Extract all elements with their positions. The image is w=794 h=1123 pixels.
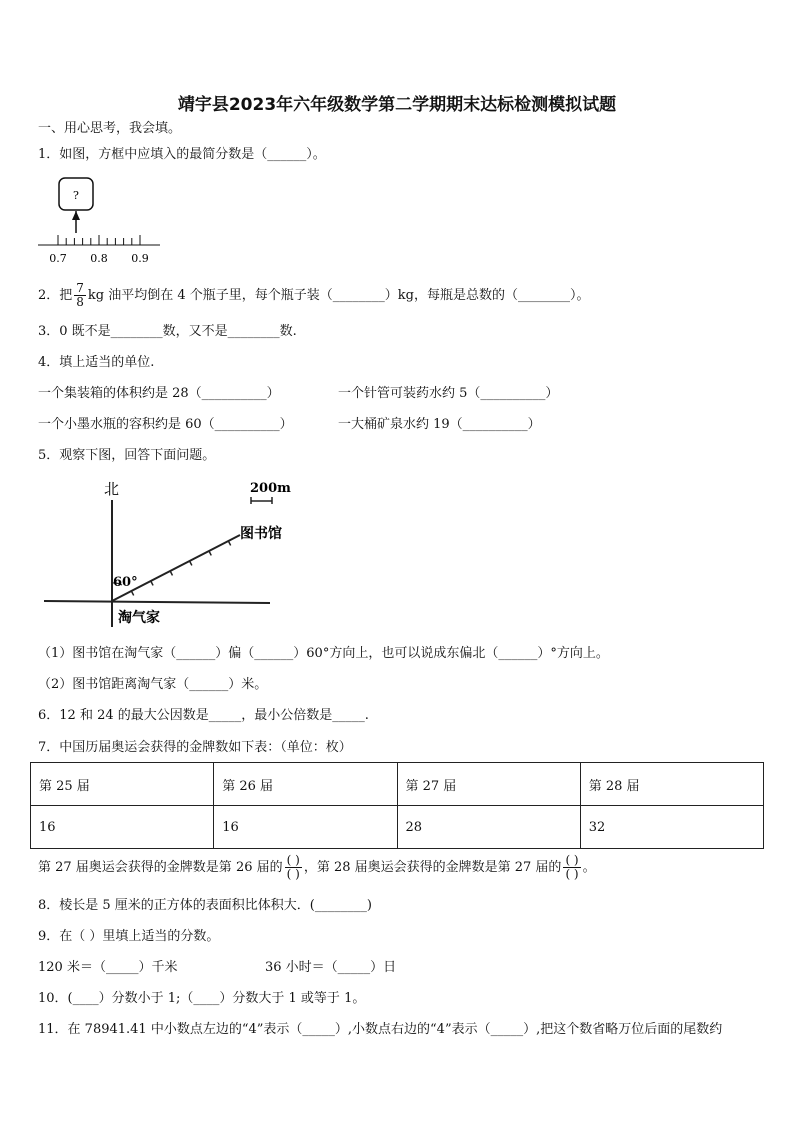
tick-label: 0.7: [49, 252, 67, 265]
direction-diagram: [40, 475, 300, 635]
north-label: 北: [104, 480, 120, 498]
section-heading: 一、用心思考，我会填。: [38, 121, 182, 136]
question-5: 5．观察下图，回答下面问题。: [38, 448, 216, 463]
table-cell: 16: [31, 806, 214, 849]
table-header-cell: 第 25 届: [31, 763, 214, 806]
home-label: 淘气家: [118, 610, 160, 626]
tick-label: 0.9: [131, 252, 149, 265]
tick-label: 0.8: [90, 252, 108, 265]
unit-item: 一大桶矿泉水约 19（__________）: [338, 417, 541, 432]
library-label: 图书馆: [240, 526, 282, 542]
question-8: 8．棱长是 5 厘米的正方体的表面积比体积大．(________): [38, 898, 372, 913]
table-header-row: [31, 763, 764, 806]
scale-label: 200m: [250, 481, 291, 496]
fraction-denominator: ( ): [286, 867, 300, 881]
ray-tick: [131, 591, 133, 595]
unit-item: 一个小墨水瓶的容积约是 60（__________）: [38, 417, 293, 432]
page-title: 靖宇县2023年六年级数学第二学期期末达标检测模拟试题: [177, 95, 617, 115]
tick-marks: [58, 235, 140, 245]
question-10: 10．(____）分数小于 1;（____）分数大于 1 或等于 1。: [38, 991, 366, 1006]
ray-tick: [228, 541, 230, 545]
question-4: 4．填上适当的单位.: [38, 355, 155, 370]
table-header-cell: 第 26 届: [214, 763, 397, 806]
question-9: 9．在（ ）里填上适当的分数。: [38, 929, 220, 944]
q7-line-c: 。: [582, 860, 596, 875]
fraction-numerator: 7: [76, 281, 84, 295]
fraction-denominator: ( ): [565, 867, 579, 881]
number-line-figure: [36, 175, 166, 267]
question-9-a: 120 米＝（_____）千米: [38, 960, 178, 975]
question-9-b: 36 小时＝（_____）日: [265, 960, 397, 975]
ray-tick: [151, 581, 153, 585]
fraction-numerator: ( ): [286, 853, 300, 867]
fraction-numerator: ( ): [565, 853, 579, 867]
question-2: [38, 281, 590, 311]
question-5-part-2: （2）图书馆距离淘气家（______）米。: [38, 677, 268, 692]
fraction-denominator: 8: [76, 295, 84, 309]
q7-line-a: 第 27 届奥运会获得的金牌数是第 26 届的: [38, 860, 283, 875]
angle-label: 60°: [113, 575, 138, 590]
east-west-axis: [44, 601, 270, 603]
medal-table: [30, 762, 764, 849]
blank-fraction: [563, 854, 580, 881]
ray-tick-marks: [131, 541, 230, 595]
table-row: [31, 806, 764, 849]
fraction: [74, 282, 86, 309]
table-cell: 32: [580, 806, 763, 849]
question-11: 11．在 78941.41 中小数点左边的“4”表示（_____）,小数点右边的“4”表示（_____）,把这个数省略万位后面的尾数约: [38, 1022, 723, 1037]
question-7-text: [38, 848, 596, 888]
q2-prefix: 2．把: [38, 288, 73, 303]
table-cell: 16: [214, 806, 397, 849]
unit-item: 一个集装箱的体积约是 28（__________）: [38, 386, 280, 401]
q2-text: kg 油平均倒在 4 个瓶子里，每个瓶子装（________）kg，每瓶是总数的（________）。: [87, 288, 590, 303]
question-1: 1．如图，方框中应填入的最简分数是（______）。: [38, 147, 326, 162]
table-header-cell: 第 28 届: [580, 763, 763, 806]
box-question-mark: ?: [73, 189, 79, 202]
table-cell: 28: [397, 806, 580, 849]
question-7: 7．中国历届奥运会获得的金牌数如下表：（单位：枚）: [38, 740, 352, 755]
unit-item: 一个针管可装药水约 5（__________）: [338, 386, 559, 401]
question-6: 6．12 和 24 的最大公因数是_____，最小公倍数是_____.: [38, 708, 369, 723]
ray-tick: [170, 571, 172, 575]
question-5-part-1: （1）图书馆在淘气家（______）偏（______）60°方向上，也可以说成东偏北（______）°方向上。: [38, 646, 609, 661]
q7-line-b: ，第 28 届奥运会获得的金牌数是第 27 届的: [303, 860, 562, 875]
ray-tick: [190, 561, 192, 565]
table-header-cell: 第 27 届: [397, 763, 580, 806]
arrow-head: [72, 211, 80, 220]
blank-fraction: [285, 854, 302, 881]
question-3: 3．0 既不是________数，又不是________数.: [38, 324, 297, 339]
ray-tick: [209, 551, 211, 555]
library-ray: [112, 535, 240, 601]
